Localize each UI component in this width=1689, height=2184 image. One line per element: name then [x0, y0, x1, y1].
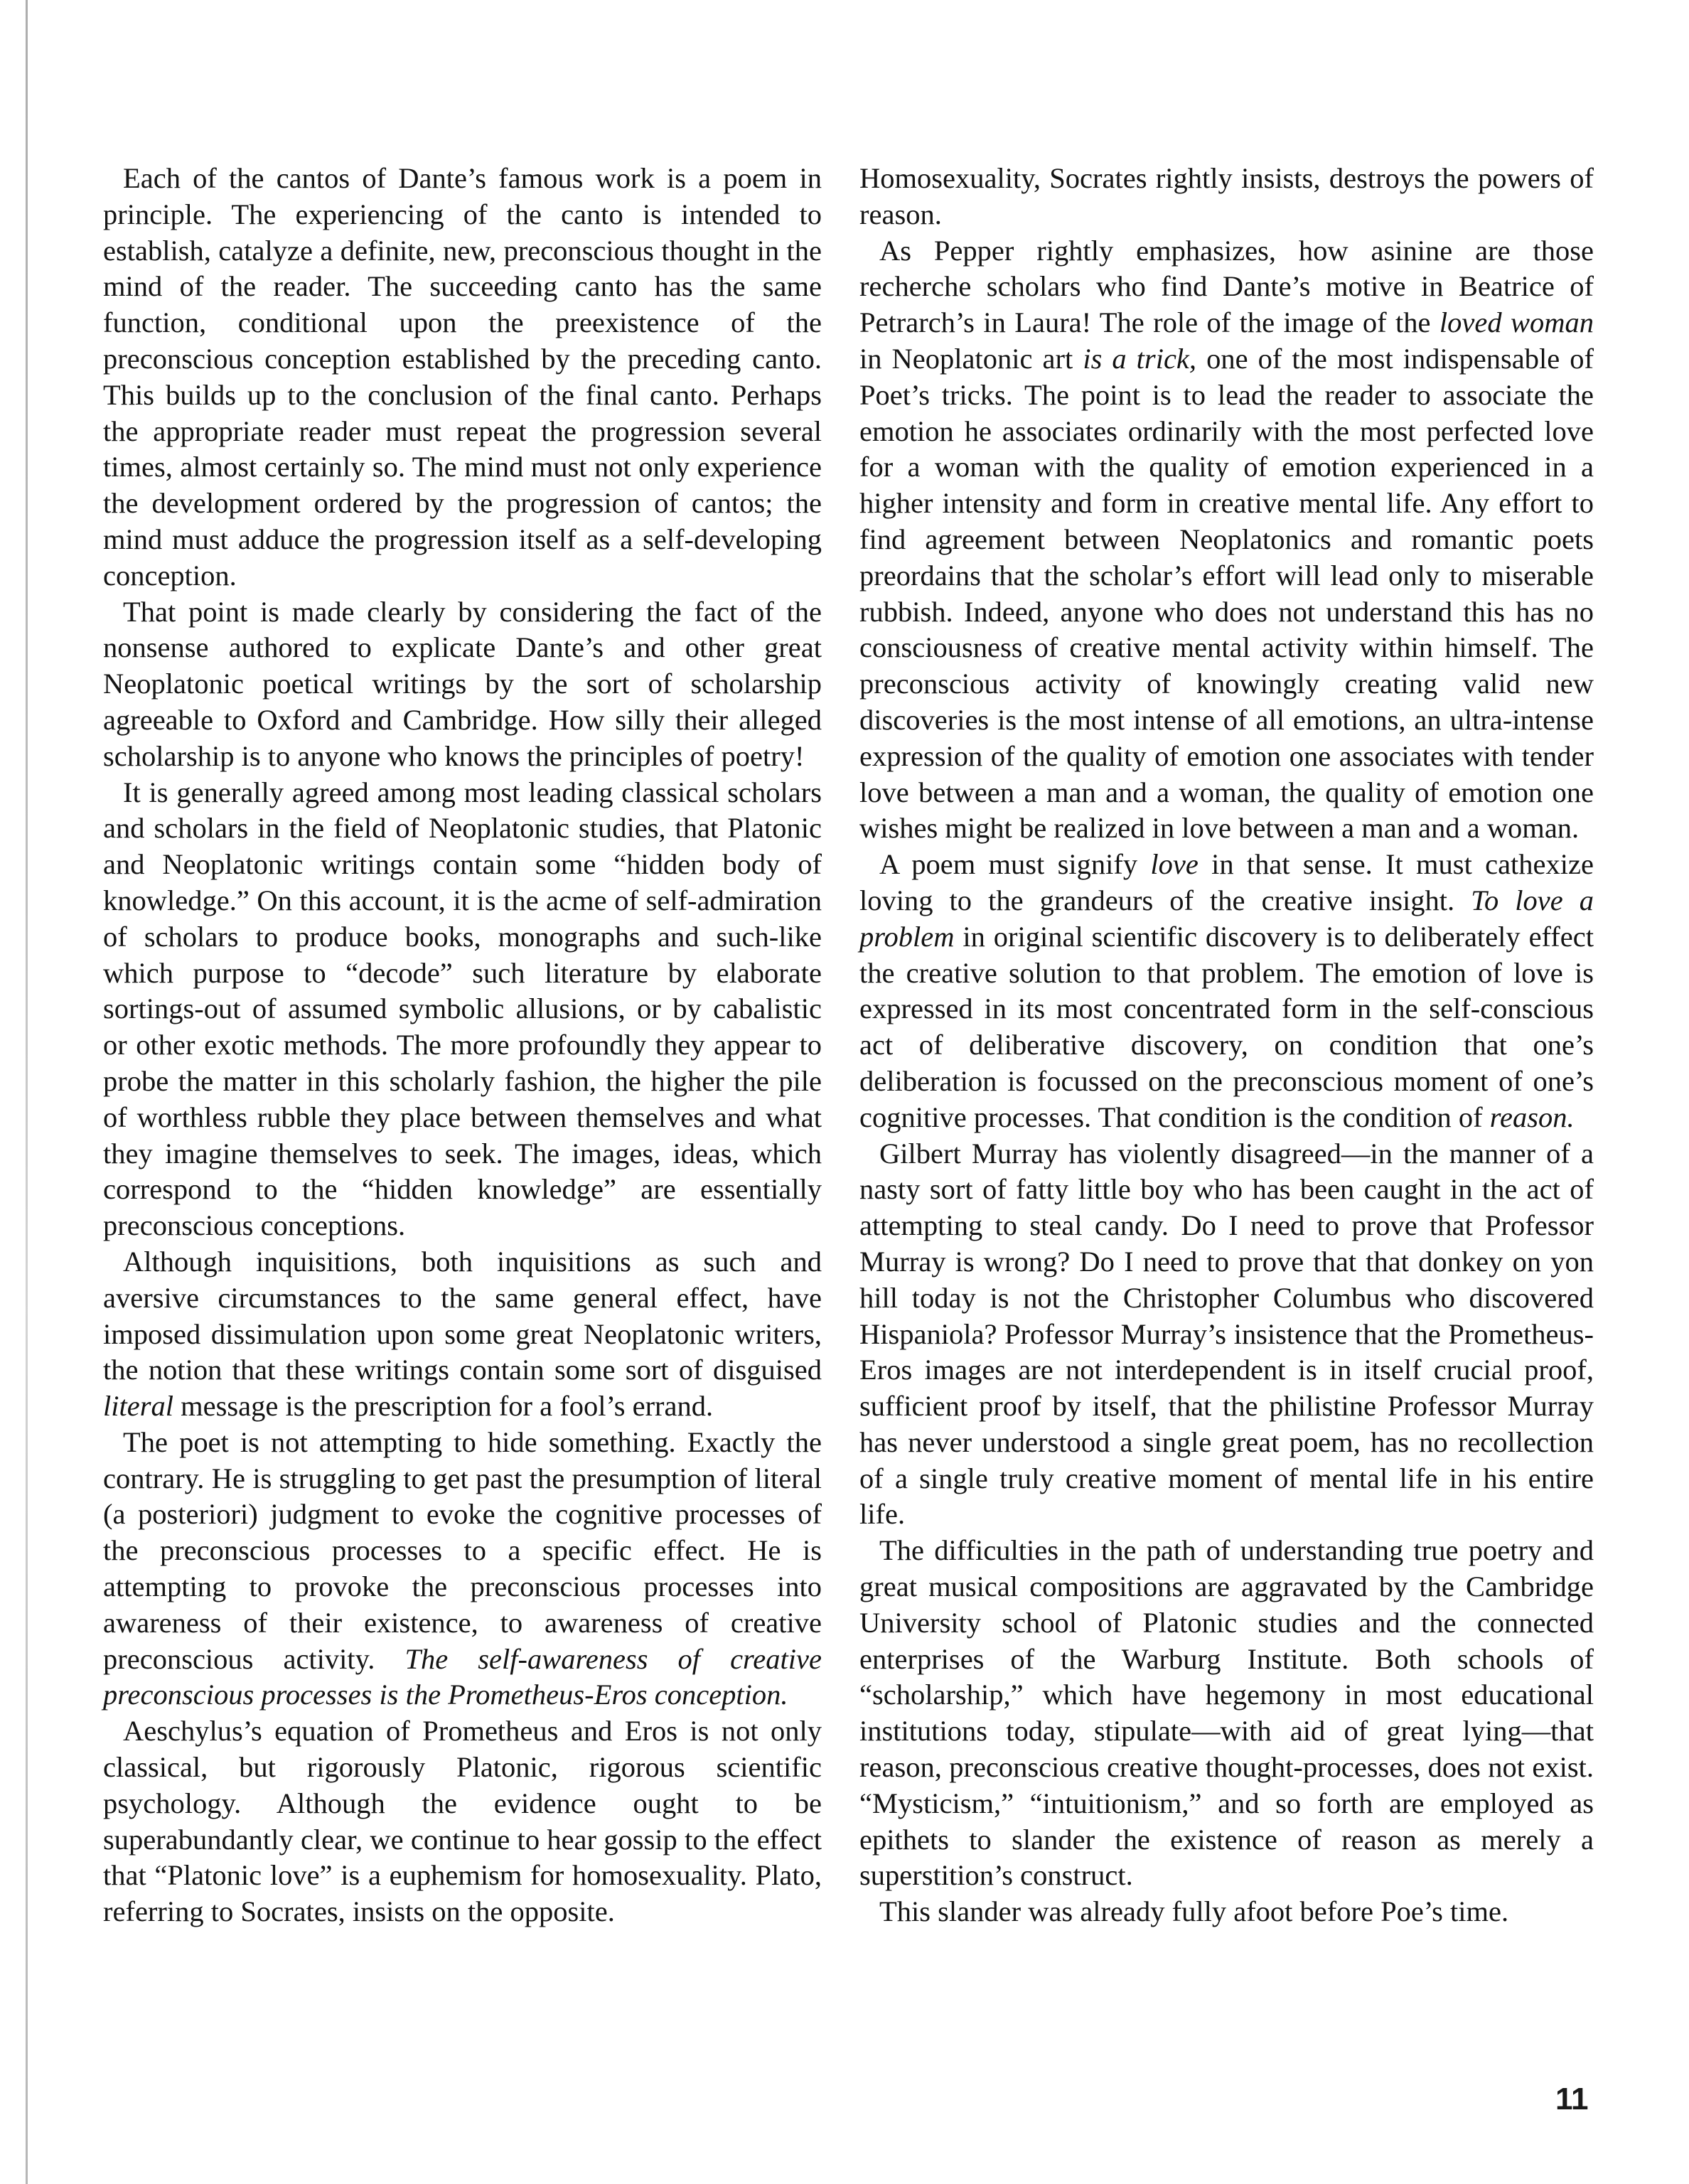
text-run: A poem must signify	[879, 848, 1151, 881]
paragraph: Aeschylus’s equation of Prometheus and Eros is not only classical, but rigorously Platonic, rigorous scientific psychology. Although the evidence ought to be superabundantly clear, we continue to hear gossip to the effect that “Platonic love” is a euphemism for homosexuality. Plato, referring to Socrates, insists on the opposite.	[103, 1715, 822, 1928]
paragraph	[103, 1425, 822, 1713]
paragraph: This slander was already fully afoot before Poe’s time.	[879, 1895, 1509, 1928]
text-run: in Neoplatonic art	[859, 342, 1083, 375]
italic-text: love	[1150, 848, 1199, 881]
paragraph: That point is made clearly by considering the fact of the nonsense authored to explicate Dante’s and other great Neoplatonic poetical writings by the sort of scholarship agreeable to Oxford and Cambridge. How silly their alleged scholarship is to anyone who knows the principles of poetry!	[103, 595, 822, 772]
paragraph	[859, 233, 1594, 847]
text-run: in original scientific discovery is to deliberately effect the creative solution to that problem. The emotion of love is expressed in its most concentrated form in the self-conscious act of deliberative discovery, on condition that one’s deliberation is focussed on the preconscious moment of one’s cognitive processes. That condition is the condition of	[859, 920, 1594, 1133]
text-run: Although inquisitions, both inquisitions as such and aversive circumstances to the same general effect, have imposed dissimulation upon some great Neoplatonic writers, the notion that these writings contain some sort of disguised	[103, 1245, 822, 1386]
italic-text: loved woman	[1439, 306, 1594, 339]
right-text-column	[859, 161, 1594, 1930]
text-run: As Pepper rightly emphasizes, how asinine are those recherche scholars who find Dante’s motive in Beatrice of Petrarch’s in Laura! The role of the image of the	[859, 234, 1594, 339]
italic-text: literal	[103, 1390, 173, 1423]
text-run: The poet is not attempting to hide something. Exactly the contrary. He is struggling to get past the presumption of literal (a posteriori) judgment to evoke the cognitive processes of the preconscious processes to a specific effect. He is attempting to provoke the preconscious processes into awareness of their existence, to awareness of creative preconscious activity.	[103, 1425, 822, 1675]
paragraph: Gilbert Murray has violently disagreed—in the manner of a nasty sort of fatty little boy who has been caught in the act of attempting to steal candy. Do I need to prove that Professor Murray is wrong? Do I need to prove that that donkey on yon hill today is not the Christopher Columbus who discovered Hispaniola? Professor Murray’s insistence that the Prometheus-Eros images are not interdependent is in itself crucial proof, sufficient proof by itself, that the philistine Professor Murray has never understood a single great poem, has no recollection of a single truly creative moment of mental life in his entire life.	[859, 1137, 1594, 1531]
paragraph: Each of the cantos of Dante’s famous work is a poem in principle. The experiencing of the canto is intended to establish, catalyze a definite, new, preconscious thought in the mind of the reader. The succeeding canto has the same function, conditional upon the preexistence of the preconscious conception established by the preceding canto. This builds up to the conclusion of the final canto. Perhaps the appropriate reader must repeat the progression several times, almost certainly so. The mind must not only experience the development ordered by the progression of cantos; the mind must adduce the progression itself as a self-developing conception.	[103, 162, 822, 592]
italic-text: The self-awareness of creative preconscious processes is the Prometheus-Eros conception.	[103, 1642, 822, 1711]
left-text-column	[103, 161, 822, 1930]
text-run: one of the most indispensable of Poet’s tricks. The point is to lead the reader to associate the emotion he associates ordinarily with the most perfected love for a woman with the quality of emotion experienced in a higher intensity and form in creative mental life. Any effort to find agreement between Neoplatonics and romantic poets preordains that the scholar’s effort will lead only to miserable rubbish. Indeed, anyone who does not understand this has no consciousness of creative mental activity within himself. The preconscious activity of knowingly creating valid new discoveries is the most intense of all emotions, an ultra-intense expression of the quality of emotion one associates with tender love between a man and a woman, the quality of emotion one wishes might be realized in love between a man and a woman.	[859, 342, 1594, 845]
page-number: 11	[1555, 2082, 1589, 2116]
italic-text: To love a problem	[859, 884, 1594, 953]
paragraph: It is generally agreed among most leading classical scholars and scholars in the field of Neoplatonic studies, that Platonic and Neoplatonic writings contain some “hidden body of knowledge.” On this account, it is the acme of self-admiration of scholars to produce books, monographs and such-like which purpose to “decode” such literature by elaborate sortings-out of assumed symbolic allusions, or by cabalistic or other exotic methods. The more profoundly they appear to probe the matter in this scholarly fashion, the higher the pile of worthless rubble they place between themselves and what they imagine themselves to seek. The images, ideas, which correspond to the “hidden knowledge” are essentially preconscious conceptions.	[103, 776, 822, 1242]
paragraph	[859, 847, 1594, 1135]
text-run: in that sense. It must cathexize loving to the grandeurs of the creative insight.	[859, 848, 1594, 916]
paragraph: The difficulties in the path of understanding true poetry and great musical compositions are aggravated by the Cambridge University school of Platonic studies and the connected enterprises of the Warburg Institute. Both schools of “scholarship,” which have hegemony in most educational institutions today, stipulate—with aid of great lying—that reason, preconscious creative thought-processes, does not exist. “Mysticism,” “intuitionism,” and so forth are employed as epithets to slander the existence of reason as merely a superstition’s construct.	[859, 1534, 1594, 1892]
italic-text: reason.	[1489, 1101, 1575, 1133]
text-run: message is the prescription for a fool’s errand.	[173, 1390, 714, 1423]
paragraph	[103, 1244, 822, 1425]
continued-paragraph: Homosexuality, Socrates rightly insists, destroys the powers of reason.	[859, 162, 1594, 230]
italic-text: is a trick,	[1083, 342, 1197, 375]
scan-edge-line	[26, 0, 28, 2184]
